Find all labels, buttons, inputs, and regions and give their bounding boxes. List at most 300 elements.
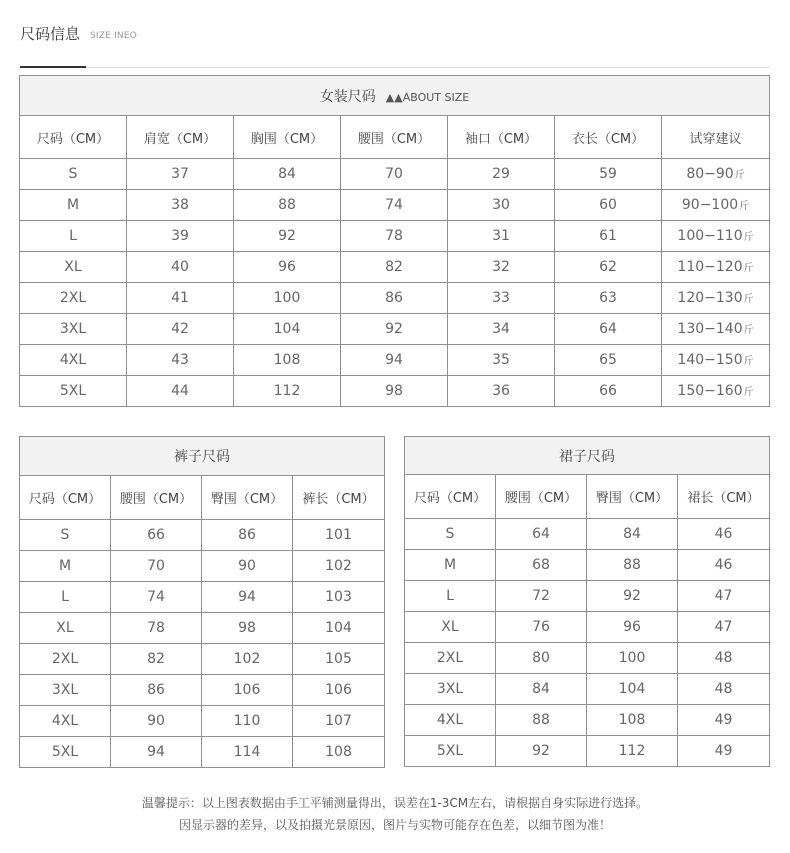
cell-fit	[662, 159, 770, 190]
cell-size	[20, 314, 127, 345]
weight-unit: 斤	[743, 294, 754, 305]
cell-value: 74	[385, 197, 403, 213]
cell-length	[678, 519, 770, 550]
column-header: 裙长（CM）	[678, 475, 770, 519]
cell-length	[293, 675, 385, 706]
weight-unit: 斤	[743, 325, 754, 336]
cell-size	[405, 674, 496, 705]
cell-value: 92	[385, 321, 403, 337]
cell-value: 108	[618, 712, 646, 728]
cell-length	[678, 550, 770, 581]
cell-value: 98	[238, 620, 256, 636]
cell-chest	[234, 283, 341, 314]
cell-value: 105	[325, 651, 352, 667]
cell-value: 104	[618, 681, 646, 697]
cell-value: 37	[171, 166, 189, 182]
cell-size	[20, 221, 127, 252]
table-title: 女装尺码	[319, 88, 376, 105]
cell-waist	[341, 190, 448, 221]
cell-shoulder	[127, 376, 234, 407]
cell-waist	[496, 643, 587, 674]
cell-fit	[662, 221, 770, 252]
cell-hip	[587, 674, 678, 705]
table-row	[405, 705, 770, 736]
table-row	[20, 314, 770, 345]
cell-fit	[662, 190, 770, 221]
cell-value: 130−140	[677, 321, 743, 337]
cell-value: 72	[532, 588, 550, 604]
cell-waist	[111, 644, 202, 675]
cell-fit	[662, 345, 770, 376]
cell-value: 88	[278, 197, 296, 213]
cell-value: 61	[599, 228, 617, 244]
cell-value: 64	[532, 526, 550, 542]
cell-hip	[202, 706, 293, 737]
cell-value: 30	[492, 197, 510, 213]
cell-value: 90−100	[681, 197, 739, 213]
cell-value: 31	[492, 228, 510, 244]
skirt-size-table-body	[405, 437, 770, 767]
cell-cuff	[448, 283, 555, 314]
column-header: 尺码（CM）	[20, 116, 127, 159]
cell-length	[678, 705, 770, 736]
cell-value: S	[445, 526, 455, 542]
table-row	[20, 159, 770, 190]
cell-value: 41	[171, 290, 189, 306]
cell-value: XL	[56, 620, 74, 636]
cell-hip	[587, 705, 678, 736]
cell-value: 110	[233, 713, 261, 729]
cell-value: 106	[325, 682, 352, 698]
weight-unit: 斤	[743, 232, 754, 243]
cell-value: 3XL	[59, 321, 87, 337]
cell-shoulder	[127, 190, 234, 221]
table-row	[20, 551, 385, 582]
cell-size	[20, 345, 127, 376]
cell-cuff	[448, 345, 555, 376]
cell-size	[20, 737, 111, 768]
cell-waist	[111, 551, 202, 582]
cell-length	[555, 159, 662, 190]
cell-cuff	[448, 252, 555, 283]
cell-hip	[202, 737, 293, 768]
cell-length	[293, 582, 385, 613]
table-row	[405, 550, 770, 581]
column-header: 衣长（CM）	[555, 116, 662, 159]
table-row	[405, 519, 770, 550]
cell-size	[405, 736, 496, 767]
cell-size	[20, 376, 127, 407]
cell-value: 80−90	[686, 166, 734, 182]
table-row	[20, 283, 770, 314]
cell-value: 40	[171, 259, 189, 275]
cell-value: 39	[171, 228, 189, 244]
cell-value: 82	[147, 651, 165, 667]
cell-value: M	[443, 557, 457, 573]
table-row	[20, 345, 770, 376]
table-row	[20, 376, 770, 407]
cell-hip	[587, 736, 678, 767]
cell-value: 103	[325, 589, 352, 605]
cell-value: L	[61, 589, 69, 605]
cell-value: 110−120	[677, 259, 743, 275]
table-header-row	[20, 116, 770, 159]
section-title: 尺码信息	[20, 25, 81, 43]
cell-value: 34	[492, 321, 510, 337]
cell-size	[405, 643, 496, 674]
cell-value: 102	[233, 651, 261, 667]
pants-size-table	[19, 436, 385, 768]
table-row	[405, 736, 770, 767]
cell-size	[20, 675, 111, 706]
table-caption-row	[20, 76, 770, 116]
cell-value: 42	[171, 321, 189, 337]
cell-value: 92	[532, 743, 550, 759]
cell-value: 90	[238, 558, 256, 574]
cell-length	[555, 345, 662, 376]
women-size-table-body	[20, 76, 770, 407]
column-header: 试穿建议	[662, 116, 770, 159]
cell-value: 59	[599, 166, 617, 182]
cell-size	[20, 190, 127, 221]
cell-value: 46	[714, 526, 733, 542]
cell-waist	[111, 706, 202, 737]
cell-chest	[234, 221, 341, 252]
cell-value: 5XL	[51, 744, 79, 760]
cell-value: 66	[147, 527, 165, 543]
cell-value: 150−160	[677, 383, 743, 399]
cell-value: 82	[385, 259, 403, 275]
cell-hip	[587, 581, 678, 612]
cell-value: 94	[238, 589, 256, 605]
cell-value: 70	[147, 558, 165, 574]
section-subtitle: SIZE INEO	[90, 31, 138, 41]
cell-cuff	[448, 376, 555, 407]
table-row	[20, 675, 385, 706]
cell-waist	[341, 252, 448, 283]
weight-unit: 斤	[739, 201, 750, 212]
cell-size	[405, 612, 496, 643]
cell-size	[20, 644, 111, 675]
cell-chest	[234, 376, 341, 407]
cell-waist	[111, 675, 202, 706]
cell-value: 114	[233, 744, 261, 760]
cell-shoulder	[127, 314, 234, 345]
cell-fit	[662, 252, 770, 283]
column-header: 尺码（CM）	[20, 476, 111, 520]
skirt-size-table	[404, 436, 770, 767]
cell-value: 96	[278, 259, 296, 275]
cell-waist	[341, 221, 448, 252]
section-heading	[20, 20, 770, 46]
cell-hip	[202, 675, 293, 706]
table-row	[20, 252, 770, 283]
cell-value: M	[66, 197, 80, 213]
cell-waist	[111, 520, 202, 551]
cell-hip	[587, 612, 678, 643]
cell-value: 3XL	[51, 682, 79, 698]
table-row	[20, 644, 385, 675]
table-row	[20, 221, 770, 252]
cell-size	[405, 519, 496, 550]
cell-waist	[341, 345, 448, 376]
table-caption	[20, 76, 770, 116]
cell-length	[555, 221, 662, 252]
cell-chest	[234, 159, 341, 190]
column-header: 尺码（CM）	[405, 475, 496, 519]
cell-size	[20, 520, 111, 551]
heading-accent-bar	[20, 66, 86, 68]
cell-size	[405, 581, 496, 612]
cell-hip	[202, 613, 293, 644]
cell-length	[555, 314, 662, 345]
cell-value: 65	[599, 352, 617, 368]
cell-value: 107	[325, 713, 352, 729]
cell-size	[20, 706, 111, 737]
weight-unit: 斤	[743, 356, 754, 367]
cell-value: 80	[532, 650, 550, 666]
cell-value: 46	[714, 557, 733, 573]
cell-value: 100	[273, 290, 301, 306]
cell-value: 120−130	[677, 290, 743, 306]
cell-cuff	[448, 221, 555, 252]
cell-waist	[111, 613, 202, 644]
cell-shoulder	[127, 159, 234, 190]
cell-value: 2XL	[436, 650, 464, 666]
cell-value: 94	[147, 744, 165, 760]
cell-value: 43	[171, 352, 189, 368]
cell-size	[20, 613, 111, 644]
disclaimer-note: 温馨提示：以上图表数据由手工平铺测量得出，误差在1-3CM左右，请根据自身实际进行选择。	[141, 796, 649, 810]
table-row	[405, 581, 770, 612]
cell-value: 88	[623, 557, 641, 573]
cell-value: 2XL	[51, 651, 79, 667]
cell-value: 70	[385, 166, 403, 182]
table-row	[20, 706, 385, 737]
cell-value: L	[446, 588, 454, 604]
cell-value: 3XL	[436, 681, 464, 697]
cell-hip	[587, 550, 678, 581]
cell-fit	[662, 314, 770, 345]
cell-value: XL	[64, 259, 82, 275]
cell-hip	[202, 551, 293, 582]
cell-value: 78	[147, 620, 165, 636]
cell-value: 36	[492, 383, 510, 399]
cell-value: 92	[623, 588, 641, 604]
table-caption: 裙子尺码	[405, 437, 770, 475]
column-header: 腰围（CM）	[496, 475, 587, 519]
cell-cuff	[448, 159, 555, 190]
cell-chest	[234, 314, 341, 345]
cell-hip	[202, 520, 293, 551]
cell-shoulder	[127, 252, 234, 283]
column-header: 裤长（CM）	[293, 476, 385, 520]
cell-value: 112	[618, 743, 646, 759]
cell-waist	[111, 582, 202, 613]
cell-value: 38	[171, 197, 189, 213]
cell-hip	[202, 644, 293, 675]
table-header-row	[20, 476, 385, 520]
cell-value: 49	[714, 743, 733, 759]
cell-value: 100	[618, 650, 646, 666]
cell-value: 63	[599, 290, 617, 306]
cell-waist	[496, 736, 587, 767]
cell-value: 4XL	[436, 712, 464, 728]
cell-size	[20, 582, 111, 613]
heading-divider	[20, 67, 770, 68]
cell-waist	[341, 283, 448, 314]
cell-value: 64	[599, 321, 617, 337]
cell-value: 60	[599, 197, 617, 213]
cell-value: 32	[492, 259, 510, 275]
cell-value: 86	[385, 290, 403, 306]
cell-value: 84	[278, 166, 296, 182]
cell-length	[293, 613, 385, 644]
table-row	[20, 613, 385, 644]
cell-value: 108	[325, 744, 352, 760]
cell-value: 86	[147, 682, 165, 698]
cell-length	[555, 190, 662, 221]
table-row	[20, 582, 385, 613]
cell-value: M	[58, 558, 72, 574]
cell-length	[293, 737, 385, 768]
column-header: 袖口（CM）	[448, 116, 555, 159]
cell-fit	[662, 376, 770, 407]
cell-value: 49	[714, 712, 733, 728]
cell-fit	[662, 283, 770, 314]
cell-waist	[341, 159, 448, 190]
cell-waist	[496, 581, 587, 612]
cell-value: 4XL	[51, 713, 79, 729]
cell-hip	[587, 519, 678, 550]
cell-value: 33	[492, 290, 510, 306]
column-header: 腰围（CM）	[341, 116, 448, 159]
column-header: 胸围（CM）	[234, 116, 341, 159]
color-difference-note: 因显示器的差异，以及拍摄光景原因，图片与实物可能存在色差，以细节图为准！	[178, 818, 611, 832]
table-caption-row	[405, 437, 770, 475]
cell-cuff	[448, 314, 555, 345]
column-header: 臀围（CM）	[202, 476, 293, 520]
cell-value: S	[68, 166, 78, 182]
cell-value: 84	[532, 681, 550, 697]
cell-chest	[234, 252, 341, 283]
weight-unit: 斤	[743, 387, 754, 398]
table-row	[20, 520, 385, 551]
table-subtitle: ▲▲ABOUT SIZE	[385, 90, 470, 104]
cell-value: 48	[714, 650, 733, 666]
cell-value: 5XL	[59, 383, 87, 399]
cell-value: 112	[273, 383, 301, 399]
cell-value: 68	[532, 557, 550, 573]
women-size-table	[19, 75, 770, 407]
cell-value: 104	[273, 321, 301, 337]
cell-value: 66	[599, 383, 617, 399]
cell-value: 4XL	[59, 352, 87, 368]
cell-waist	[496, 674, 587, 705]
cell-hip	[202, 582, 293, 613]
cell-value: 84	[623, 526, 641, 542]
cell-value: 78	[385, 228, 403, 244]
cell-waist	[341, 376, 448, 407]
cell-value: 92	[278, 228, 296, 244]
cell-waist	[111, 737, 202, 768]
cell-value: 104	[325, 620, 352, 636]
cell-value: 88	[532, 712, 550, 728]
cell-value: 100−110	[677, 228, 743, 244]
cell-size	[405, 550, 496, 581]
cell-length	[678, 674, 770, 705]
cell-length	[293, 520, 385, 551]
cell-value: 48	[714, 681, 733, 697]
cell-length	[678, 643, 770, 674]
column-header: 臀围（CM）	[587, 475, 678, 519]
cell-value: 90	[147, 713, 165, 729]
table-row	[405, 643, 770, 674]
cell-value: 86	[238, 527, 256, 543]
table-row	[20, 190, 770, 221]
cell-hip	[587, 643, 678, 674]
cell-cuff	[448, 190, 555, 221]
cell-value: 47	[714, 588, 733, 604]
cell-value: 29	[492, 166, 510, 182]
cell-size	[20, 283, 127, 314]
cell-length	[293, 706, 385, 737]
cell-size	[405, 705, 496, 736]
cell-value: XL	[441, 619, 459, 635]
cell-value: 98	[385, 383, 403, 399]
cell-value: 2XL	[59, 290, 87, 306]
cell-value: S	[60, 527, 70, 543]
table-row	[405, 612, 770, 643]
table-row	[20, 737, 385, 768]
cell-waist	[496, 550, 587, 581]
cell-value: 62	[599, 259, 617, 275]
cell-shoulder	[127, 345, 234, 376]
weight-unit: 斤	[743, 263, 754, 274]
column-header: 肩宽（CM）	[127, 116, 234, 159]
pants-size-table-body	[20, 437, 385, 768]
cell-size	[20, 252, 127, 283]
cell-length	[678, 736, 770, 767]
cell-chest	[234, 190, 341, 221]
weight-unit: 斤	[734, 170, 745, 181]
cell-value: 101	[325, 527, 352, 543]
cell-value: 94	[385, 352, 403, 368]
cell-length	[555, 252, 662, 283]
cell-shoulder	[127, 283, 234, 314]
cell-waist	[341, 314, 448, 345]
table-header-row	[405, 475, 770, 519]
cell-value: 5XL	[436, 743, 464, 759]
cell-value: L	[69, 228, 77, 244]
cell-value: 47	[714, 619, 733, 635]
cell-length	[678, 612, 770, 643]
cell-length	[555, 376, 662, 407]
cell-value: 140−150	[677, 352, 743, 368]
table-caption-row	[20, 437, 385, 476]
cell-waist	[496, 705, 587, 736]
cell-value: 44	[171, 383, 189, 399]
cell-value: 96	[623, 619, 641, 635]
cell-length	[293, 551, 385, 582]
cell-chest	[234, 345, 341, 376]
cell-size	[20, 159, 127, 190]
column-header: 腰围（CM）	[111, 476, 202, 520]
cell-value: 35	[492, 352, 510, 368]
cell-value: 76	[532, 619, 550, 635]
cell-length	[293, 644, 385, 675]
cell-size	[20, 551, 111, 582]
